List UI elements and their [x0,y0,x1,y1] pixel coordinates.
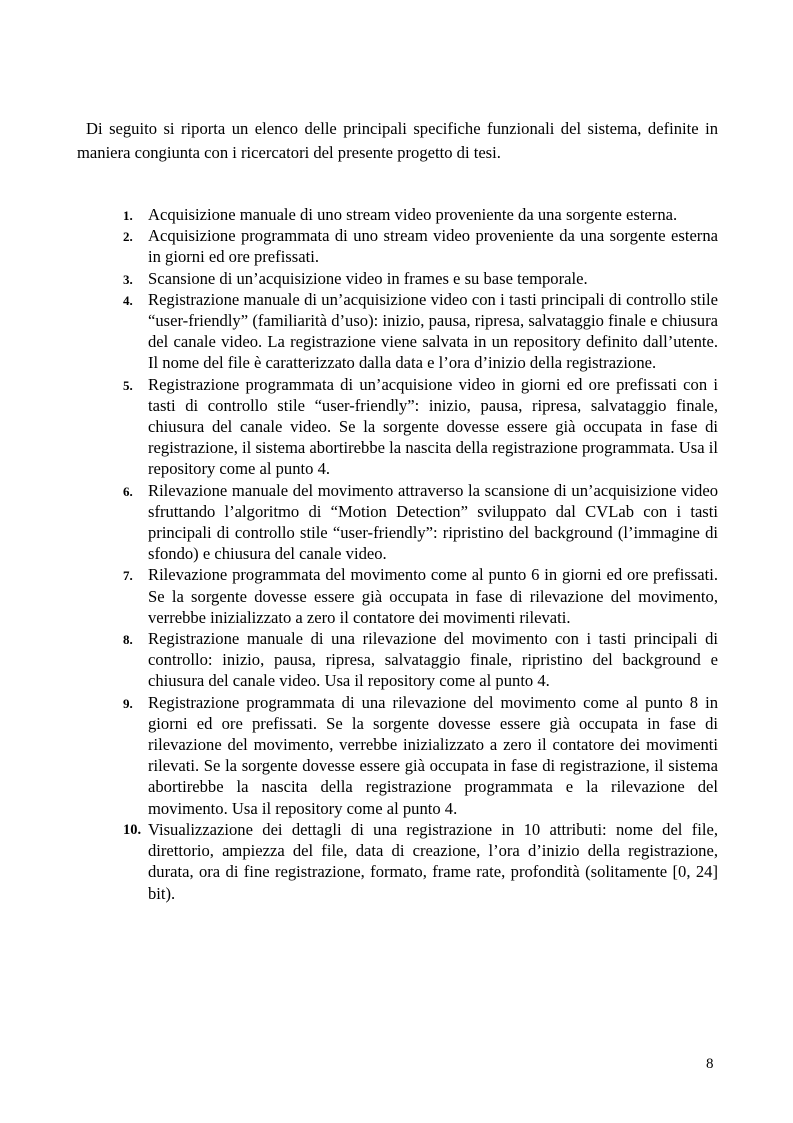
list-item-text: Acquisizione programmata di uno stream video proveniente da una sorgente esterna in giorni ed ore prefissati. [148,226,718,267]
list-item [77,268,718,289]
list-item-text: Registrazione manuale di una rilevazione del movimento con i tasti principali di controllo: inizio, pausa, ripresa, salvataggio finale, ripristino del background e chiusura del canale video. Usa il repository come al punto 4. [148,629,718,691]
list-item [77,374,718,480]
list-item [77,692,718,819]
list-item [77,628,718,692]
list-item-number: 1. [123,208,133,223]
list-item-number: 7. [123,568,133,584]
list-item-number: 9. [123,695,133,711]
list-item-number: 2. [123,229,133,245]
list-item [77,480,718,565]
list-item-number: 4. [123,292,133,308]
list-item-text: Acquisizione manuale di uno stream video proveniente da una sorgente esterna. [148,205,678,224]
list-item-text: Scansione di un’acquisizione video in frames e su base temporale. [148,268,588,288]
list-item-text: Rilevazione programmata del movimento come al punto 6 in giorni ed ore prefissati. Se la sorgente dovesse essere già occupata in fase di rilevazione del movimento, verrebbe inizializzato a zero il contatore dei movimenti rilevati. [148,565,718,627]
list-item-number: 6. [123,483,133,499]
list-item [77,289,718,374]
list-item-text: Rilevazione manuale del movimento attraverso la scansione di un’acquisizione video sfruttando l’algoritmo di “Motion Detection” sviluppato dal CVLab con i tasti principali di controllo stile “user-friendly”: ripristino del background (l’immagine di sfondo) e chiusura del canale video. [148,480,718,564]
list-item [77,819,718,904]
list-item-text: Visualizzazione dei dettagli di una registrazione in 10 attributi: nome del file, direttorio, ampiezza del file, data di creazione, l’ora d’inizio della registrazione, durata, ora di fine registrazione, formato, frame rate, profondità (solitamente [0, 24] bit). [148,819,718,903]
list-item-number: 10. [123,821,142,838]
list-item-text: Registrazione manuale di un’acquisizione video con i tasti principali di controllo stile “user-friendly” (familiarità d’uso): inizio, pausa, ripresa, salvataggio finale e chiusura del canale video. La registrazione viene salvata in un repository definito dall’utente. Il nome del file è caratterizzato dalla data e l’ora d’inizio della registrazione. [148,289,718,373]
list-item [77,225,718,267]
list-item-number: 5. [123,377,133,393]
list-item [77,564,718,628]
list-item-number: 8. [123,632,133,648]
list-item-number: 3. [123,271,133,287]
page-number: 8 [706,1056,714,1072]
list-item [77,204,718,225]
list-item-text: Registrazione programmata di una rilevazione del movimento come al punto 8 in giorni ed ore prefissati. Se la sorgente dovesse essere già occupata in fase di rilevazione del movimento, verrebbe inizializzato a zero il contatore dei movimenti rilevati. Se la sorgente dovesse essere già occupata in fase di registrazione, il sistema abortirebbe la nascita della registrazione programmata e la rilevazione del movimento. Usa il repository come al punto 4. [148,692,718,818]
specification-list [77,204,718,904]
list-item-text: Registrazione programmata di un’acquisione video in giorni ed ore prefissati con i tasti di controllo stile “user-friendly”: inizio, pausa, ripresa, salvataggio finale, chiusura del canale video. Se la sorgente dovesse essere già occupata in fase di registrazione, il sistema abortirebbe la nascita della registrazione programmata. Usa il repository come al punto 4. [148,374,718,479]
intro-paragraph: Di seguito si riporta un elenco delle principali specifiche funzionali del sistema, definite in maniera congiunta con i ricercatori del presente progetto di tesi. [77,119,718,162]
